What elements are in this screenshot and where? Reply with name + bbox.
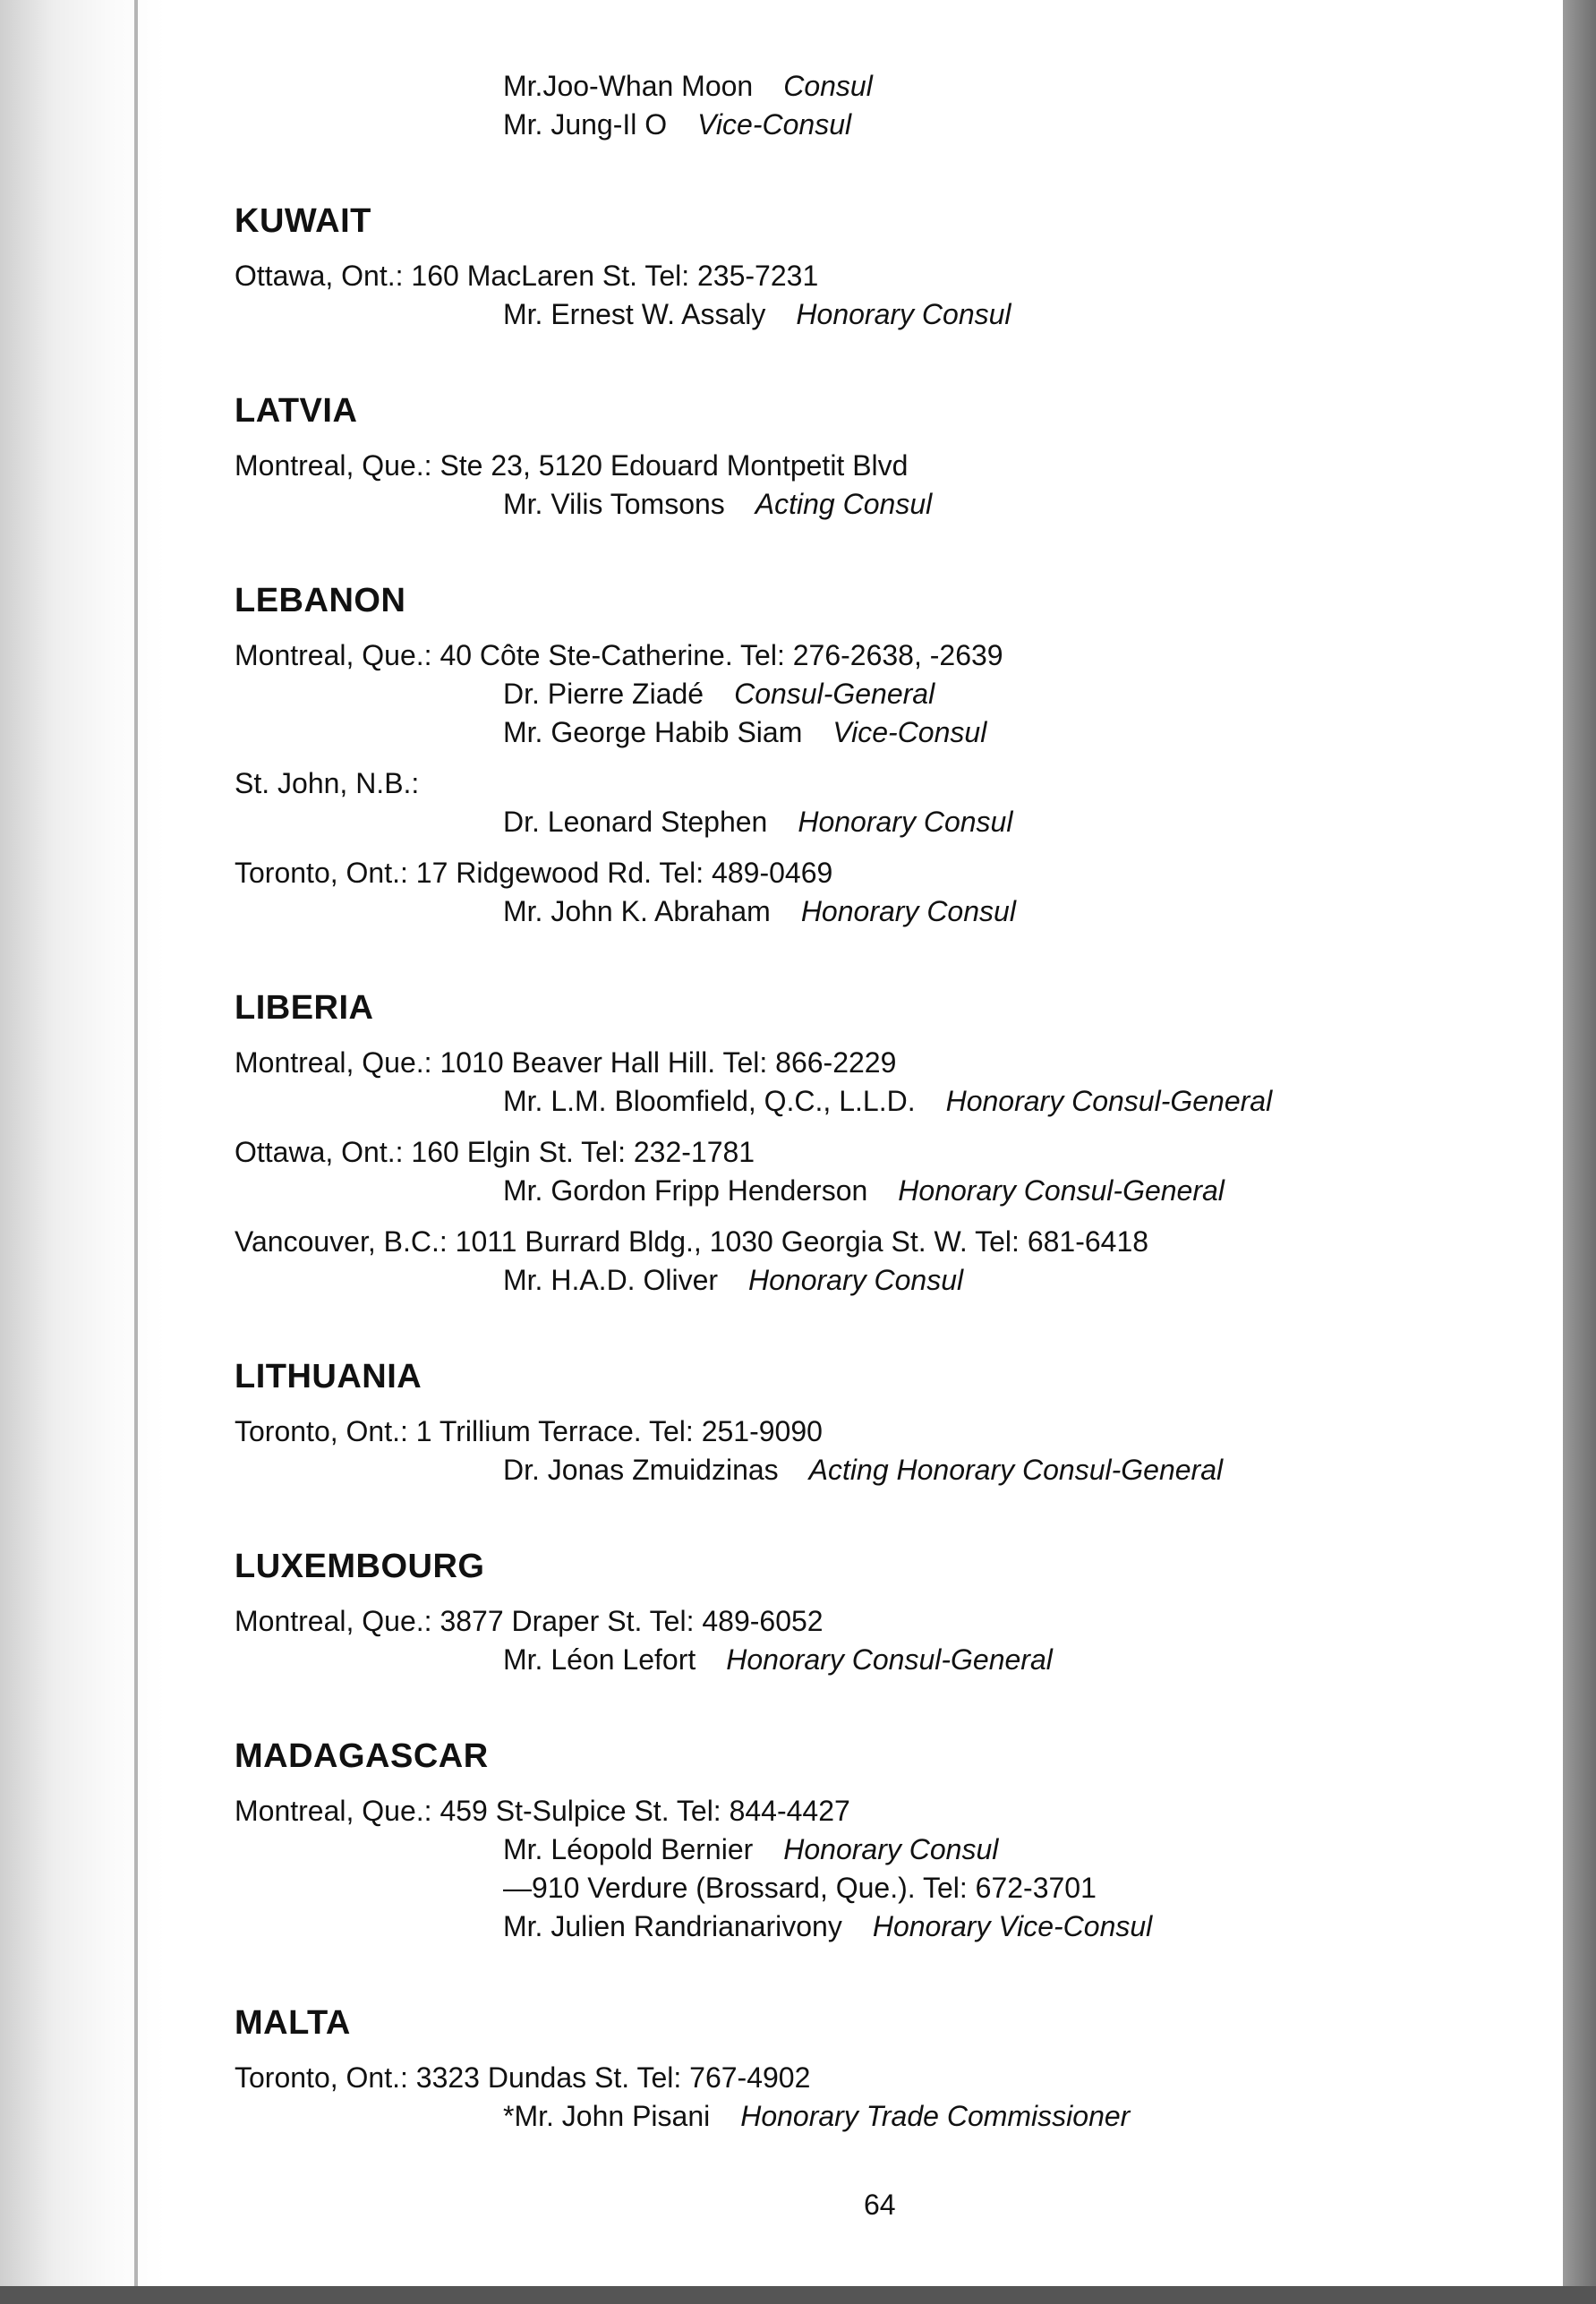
- location-entry: [235, 1602, 1523, 1679]
- person-entry: [503, 1172, 1523, 1210]
- person-list: [503, 295, 1523, 334]
- person-list: [503, 675, 1523, 752]
- person-entry: [503, 485, 1523, 524]
- country-section: [235, 1353, 1523, 1489]
- person-role: Vice-Consul: [697, 108, 852, 141]
- person-entry: [503, 1641, 1523, 1679]
- person-entry: [503, 713, 1523, 752]
- person-name: Mr. Gordon Fripp Henderson: [503, 1174, 868, 1207]
- page-number: 64: [864, 2189, 896, 2221]
- person-entry: [503, 1869, 1523, 1907]
- location-entry: [235, 2059, 1523, 2136]
- person-role: Honorary Consul: [748, 1264, 964, 1296]
- person-name: Mr. H.A.D. Oliver: [503, 1264, 719, 1296]
- person-name: Mr. George Habib Siam: [503, 716, 803, 748]
- person-entry: [503, 1830, 1523, 1869]
- person-role: Consul: [783, 70, 873, 102]
- person-role: Acting Honorary Consul-General: [808, 1454, 1224, 1486]
- location-entry: [235, 1412, 1523, 1489]
- country-heading: KUWAIT: [235, 202, 371, 240]
- location-entry: [235, 447, 1523, 524]
- location-address: Montreal, Que.: Ste 23, 5120 Edouard Montpetit Blvd: [235, 449, 909, 482]
- person-list: [503, 2097, 1523, 2136]
- person-name: —910 Verdure (Brossard, Que.). Tel: 672-3701: [503, 1872, 1097, 1904]
- person-entry: [503, 295, 1523, 334]
- person-role: Honorary Trade Commissioner: [740, 2100, 1131, 2132]
- person-entry: [503, 675, 1523, 713]
- person-name: Mr. Léopold Bernier: [503, 1833, 754, 1865]
- country-section: [235, 985, 1523, 1300]
- country-section: [235, 1543, 1523, 1679]
- person-entry: [503, 892, 1523, 931]
- country-heading: MADAGASCAR: [235, 1737, 489, 1775]
- location-address: Ottawa, Ont.: 160 Elgin St. Tel: 232-1781: [235, 1136, 755, 1168]
- country-section: [235, 198, 1523, 334]
- country-heading: LITHUANIA: [235, 1358, 422, 1395]
- person-name: Mr. John K. Abraham: [503, 895, 771, 927]
- country-heading: LUXEMBOURG: [235, 1548, 485, 1585]
- location-entry: [235, 854, 1523, 931]
- person-name: Mr. Léon Lefort: [503, 1643, 696, 1676]
- person-list: [503, 803, 1523, 841]
- location-entry: [235, 1223, 1523, 1300]
- person-entry: [503, 1082, 1523, 1121]
- person-name: Dr. Leonard Stephen: [503, 806, 768, 838]
- country-section: [235, 2000, 1523, 2136]
- location-address: Montreal, Que.: 40 Côte Ste-Catherine. Tel: 276-2638, -2639: [235, 639, 1003, 671]
- location-address: Montreal, Que.: 1010 Beaver Hall Hill. Tel: 866-2229: [235, 1046, 897, 1079]
- binding-shadow: [0, 0, 166, 2304]
- person-list: [503, 485, 1523, 524]
- scan-right-edge: [1563, 0, 1596, 2304]
- location-address: Toronto, Ont.: 1 Trillium Terrace. Tel: 251-9090: [235, 1415, 823, 1447]
- location-entry: [235, 636, 1523, 752]
- location-entry: [235, 1792, 1523, 1946]
- person-list: [503, 1172, 1523, 1210]
- person-role: Honorary Consul: [800, 895, 1016, 927]
- person-entry: [503, 106, 1523, 144]
- person-list: [503, 1641, 1523, 1679]
- person-role: Honorary Consul-General: [898, 1174, 1225, 1207]
- person-list: [503, 1082, 1523, 1121]
- location-entry: [235, 1044, 1523, 1121]
- scan-bottom-edge: [0, 2286, 1596, 2304]
- person-entry: [503, 1451, 1523, 1489]
- person-role: Vice-Consul: [832, 716, 987, 748]
- person-role: Acting Consul: [755, 488, 933, 520]
- country-section: [235, 577, 1523, 931]
- country-heading: LIBERIA: [235, 989, 374, 1027]
- person-list: [503, 1830, 1523, 1946]
- person-list: [503, 1261, 1523, 1300]
- location-entry: [235, 257, 1523, 334]
- person-role: Honorary Consul-General: [726, 1643, 1053, 1676]
- person-entry: [503, 803, 1523, 841]
- location-address: Ottawa, Ont.: 160 MacLaren St. Tel: 235-7231: [235, 260, 819, 292]
- person-entry: [503, 1907, 1523, 1946]
- location-address: Montreal, Que.: 3877 Draper St. Tel: 489-6052: [235, 1605, 824, 1637]
- person-list: [503, 1451, 1523, 1489]
- country-heading: MALTA: [235, 2004, 351, 2042]
- country-section: [235, 388, 1523, 524]
- person-name: *Mr. John Pisani: [503, 2100, 711, 2132]
- person-role: Honorary Vice-Consul: [872, 1910, 1153, 1942]
- location-address: Vancouver, B.C.: 1011 Burrard Bldg., 1030 Georgia St. W. Tel: 681-6418: [235, 1225, 1149, 1258]
- person-role: Honorary Consul: [798, 806, 1013, 838]
- person-name: Mr.Joo-Whan Moon: [503, 70, 754, 102]
- location-entry: [235, 1133, 1523, 1210]
- person-entry: [503, 67, 1523, 106]
- country-heading: LEBANON: [235, 582, 406, 619]
- continued-entries: [503, 67, 1523, 144]
- location-entry: [235, 764, 1523, 841]
- person-name: Dr. Pierre Ziadé: [503, 678, 704, 710]
- country-list: [235, 198, 1523, 2136]
- person-name: Mr. Jung-Il O: [503, 108, 668, 141]
- person-name: Dr. Jonas Zmuidzinas: [503, 1454, 779, 1486]
- location-address: St. John, N.B.:: [235, 767, 420, 799]
- person-name: Mr. Julien Randrianarivony: [503, 1910, 842, 1942]
- person-role: Honorary Consul: [796, 298, 1011, 330]
- location-address: Toronto, Ont.: 3323 Dundas St. Tel: 767-4902: [235, 2061, 811, 2094]
- person-list: [503, 892, 1523, 931]
- person-entry: [503, 2097, 1523, 2136]
- person-entry: [503, 1261, 1523, 1300]
- person-role: Honorary Consul: [783, 1833, 999, 1865]
- person-name: Mr. Vilis Tomsons: [503, 488, 725, 520]
- country-section: [235, 1733, 1523, 1946]
- person-role: Honorary Consul-General: [945, 1085, 1273, 1117]
- person-role: Consul-General: [734, 678, 935, 710]
- location-address: Montreal, Que.: 459 St-Sulpice St. Tel: 844-4427: [235, 1795, 850, 1827]
- person-name: Mr. L.M. Bloomfield, Q.C., L.L.D.: [503, 1085, 916, 1117]
- person-name: Mr. Ernest W. Assaly: [503, 298, 766, 330]
- page-content: [235, 67, 1523, 2136]
- country-heading: LATVIA: [235, 392, 358, 430]
- location-address: Toronto, Ont.: 17 Ridgewood Rd. Tel: 489-0469: [235, 857, 833, 889]
